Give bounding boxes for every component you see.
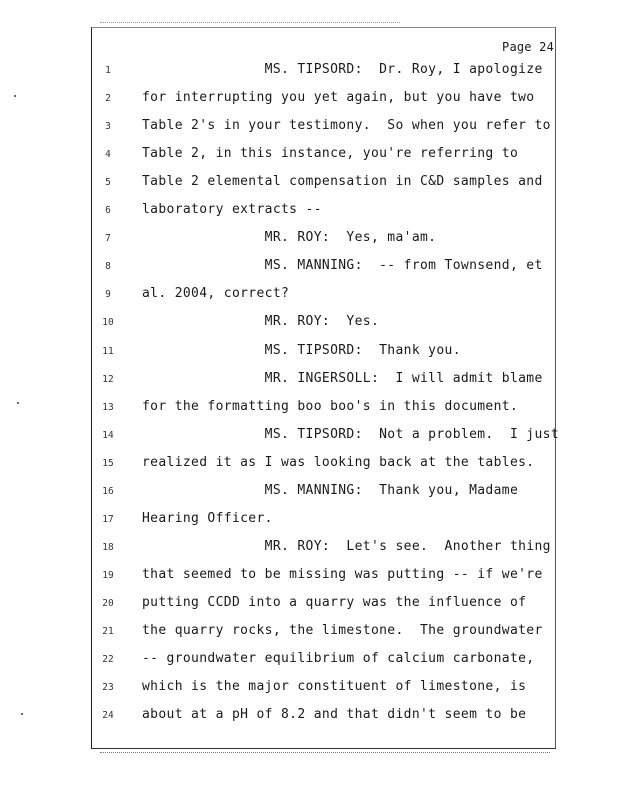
line-text: Table 2's in your testimony. So when you refer to — [142, 118, 551, 134]
transcript-line — [95, 455, 557, 475]
line-number: 4 — [105, 149, 111, 161]
line-text: al. 2004, correct? — [142, 286, 290, 302]
transcript-line — [95, 202, 557, 222]
page-number: Page 24 — [502, 40, 554, 54]
transcript-line — [95, 483, 557, 503]
transcript-line — [95, 146, 557, 166]
line-text: MR. ROY: Yes. — [142, 314, 380, 330]
line-text: realized it as I was looking back at the tables. — [142, 454, 535, 470]
line-text: laboratory extracts -- — [142, 202, 322, 218]
transcript-line — [95, 230, 557, 250]
transcript-line — [95, 539, 557, 559]
line-number: 9 — [105, 289, 111, 301]
transcript-line — [95, 595, 557, 615]
line-number: 2 — [105, 93, 111, 105]
line-text: MR. ROY: Let's see. Another thing — [142, 538, 551, 554]
transcript-line — [95, 286, 557, 306]
line-text: MS. TIPSORD: Thank you. — [142, 342, 461, 358]
line-text: MR. ROY: Yes, ma'am. — [142, 230, 437, 246]
line-text: about at a pH of 8.2 and that didn't seem to be — [142, 707, 527, 723]
line-number: 13 — [102, 401, 114, 413]
line-text: the quarry rocks, the limestone. The groundwater — [142, 623, 543, 638]
line-number: 12 — [102, 373, 114, 385]
transcript-line — [95, 399, 557, 419]
line-number: 19 — [102, 569, 114, 581]
line-text: that seemed to be missing was putting -- if we're — [142, 566, 543, 582]
transcript-line — [95, 174, 557, 194]
top-scan-rule — [100, 22, 400, 25]
line-text: for the formatting boo boo's in this document. — [142, 398, 519, 414]
line-text: MR. INGERSOLL: I will admit blame — [142, 370, 543, 386]
line-number: 10 — [102, 317, 114, 329]
line-number: 7 — [105, 233, 111, 245]
transcript-line — [95, 314, 557, 334]
line-number: 5 — [105, 177, 111, 189]
transcript-line — [95, 371, 557, 391]
line-text: for interrupting you yet again, but you have two — [142, 90, 535, 106]
transcript-line — [95, 118, 557, 138]
line-text: Hearing Officer. — [142, 510, 273, 526]
line-text: MS. MANNING: Thank you, Madame — [142, 482, 519, 498]
line-number: 22 — [102, 654, 114, 666]
transcript-line — [95, 62, 557, 82]
bottom-scan-rule — [100, 752, 550, 755]
line-number: 23 — [102, 682, 114, 694]
transcript-line — [95, 651, 557, 671]
transcript-line — [95, 343, 557, 363]
line-number: 18 — [102, 541, 114, 553]
line-text: Table 2 elemental compensation in C&D samples and — [142, 174, 543, 190]
line-number: 20 — [102, 597, 114, 609]
transcript-line — [95, 511, 557, 531]
line-text: MS. TIPSORD: Not a problem. I just — [142, 426, 560, 442]
transcript-line — [95, 707, 557, 727]
line-text: putting CCDD into a quarry was the influence of — [142, 594, 527, 610]
line-number: 17 — [102, 513, 114, 525]
transcript-line — [95, 426, 560, 447]
line-text: -- groundwater equilibrium of calcium carbonate, — [142, 651, 535, 667]
line-number: 1 — [105, 65, 111, 76]
line-number: 21 — [102, 626, 114, 637]
line-number: 15 — [102, 457, 114, 469]
line-text: MS. MANNING: -- from Townsend, et — [142, 258, 543, 274]
scan-speck — [17, 402, 19, 404]
transcript-line — [95, 567, 557, 587]
transcript-line — [95, 258, 557, 278]
line-number: 11 — [102, 345, 114, 357]
line-number: 6 — [105, 205, 111, 217]
transcript-line — [95, 90, 557, 110]
scan-speck — [21, 713, 23, 715]
line-number: 8 — [105, 261, 111, 273]
scan-speck — [14, 95, 16, 97]
line-text: MS. TIPSORD: Dr. Roy, I apologize — [142, 62, 543, 77]
transcript-line — [95, 623, 557, 643]
line-text: which is the major constituent of limestone, is — [142, 679, 527, 695]
line-number: 14 — [102, 429, 114, 441]
line-number: 24 — [102, 710, 114, 722]
line-number: 16 — [102, 485, 114, 497]
line-text: Table 2, in this instance, you're referring to — [142, 146, 519, 162]
line-number: 3 — [105, 121, 111, 133]
transcript-line — [95, 679, 557, 699]
